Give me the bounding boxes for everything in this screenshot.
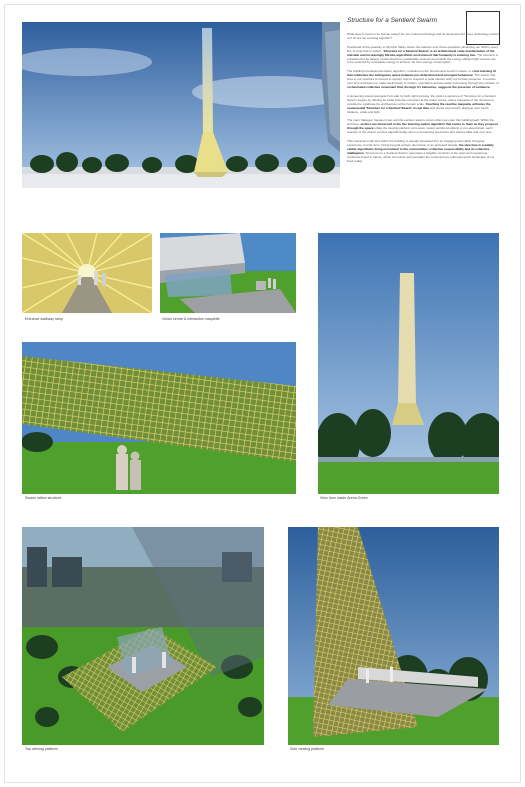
body-text: The structure is envisioned to be largely constructed from sustainably sourced wood while the energy efficient light sources are to be powered by renewable energy to achieve net zero energy consumption.: [347, 52, 498, 65]
description-paragraph: [347, 95, 499, 115]
side-platform-render: [288, 527, 499, 745]
arena-view-render: [318, 233, 499, 494]
description-paragraph: [347, 119, 499, 135]
top-platform-render: [22, 527, 264, 745]
body-text: The building's behavioural swarm algorithm, modelled on the phenomena found in nature, is a: [347, 69, 475, 74]
description-paragraph: [347, 140, 499, 163]
body-text: A pioneering visual spectacle from afar by both night and day, the visitor experience of 'Structure for a Sentient Swarm' begins by offering an initial intimate encounter at the visitor centre, with a maquette of the structure is provided to celebrate the architecture at the human scale.: [347, 93, 496, 106]
body-text: This interaction with and within the building is visually translated into an engaging and subtly changing experience of a life-form. Doing beyond surface decoration or an animated facade,: [347, 139, 485, 147]
caption-side: Side viewing platform: [290, 747, 325, 751]
hero-tower-render: [22, 22, 340, 188]
description-column: [347, 33, 499, 168]
body-text: Positioned at the gateway to Olympic Valley where the stations over these questions. Exploring our shift in every line of code that is written,: [347, 44, 499, 53]
caption-arena: View from inside Arena Green: [320, 496, 368, 500]
caption-visitor: Visitor centre & interactive maquette: [162, 317, 220, 321]
body-text: 'Structure for a Sentient Swarm' generates a tangible reminder of the quiet and mysterious symbiosis found in nature, which surrounds and pervades the contemporary anthropocentric landscape of our lived reality.: [347, 150, 495, 163]
emphasis-text: Touching the reactive maquette activates the monumental 'Structure for a Sentient Swarm' in real time: [347, 101, 491, 110]
emphasis-text: the structure is a widely visible algorithmic living monument to the communities' collective responsibility and its collective intelligence.: [347, 142, 494, 155]
project-title: Structure for a Sentient Swarm: [347, 17, 438, 24]
caption-lattice: Swarm lattice structure: [25, 496, 62, 500]
body-text: unlike the viewing platform at its apex, newer peripheral effects or pre-determined, each reaction of the swarm evolves algorithmically when encountering spectators and visitors alike and over time.: [347, 126, 493, 135]
description-paragraph: [347, 46, 499, 66]
emphasis-text: orchestrated collective movement that, through it's behaviour, suggests the presence of sentience.: [347, 84, 491, 89]
caption-ramp: Entrance walkway ramp: [25, 317, 64, 321]
description-paragraph: [347, 33, 499, 41]
emphasis-text: visitors are immersed in the live learning swarm algorithm that reacts to them as they progress through the space: [347, 122, 499, 131]
body-text: The main 'dialogue' between man and the sentient swarm occurs when we enter the building itself. Within the structure,: [347, 118, 494, 127]
body-text: The swarm that lives in our structure is curious to explore how to respond to (and interact with) our human presence. It evolves over time and learns to make itself known to visitors, spectators and the wider community through the medium of: [347, 73, 499, 86]
caption-top: Top viewing platform: [25, 747, 58, 751]
ramp-render: [22, 233, 152, 313]
emphasis-text: live learning AI that celebrates the ambiguous space between pre-determined and emergent behaviour.: [347, 69, 496, 78]
description-paragraph: [347, 70, 499, 90]
body-text: What does it mean to be human today? Do we control technology and its development? Does technology control us? Or are we evolving together?: [347, 32, 499, 40]
lattice-render: [22, 342, 296, 494]
body-text: and shows asymmetric dialogue over touch, distance, scale and light.: [347, 105, 490, 114]
emphasis-text: 'Structure for a Sentient Swarm' is an architectural scale manifestation of the invisible and increasingly life-like algorithmic environment that humanity is entering into.: [347, 48, 495, 57]
visitor-centre-render: [160, 233, 296, 313]
